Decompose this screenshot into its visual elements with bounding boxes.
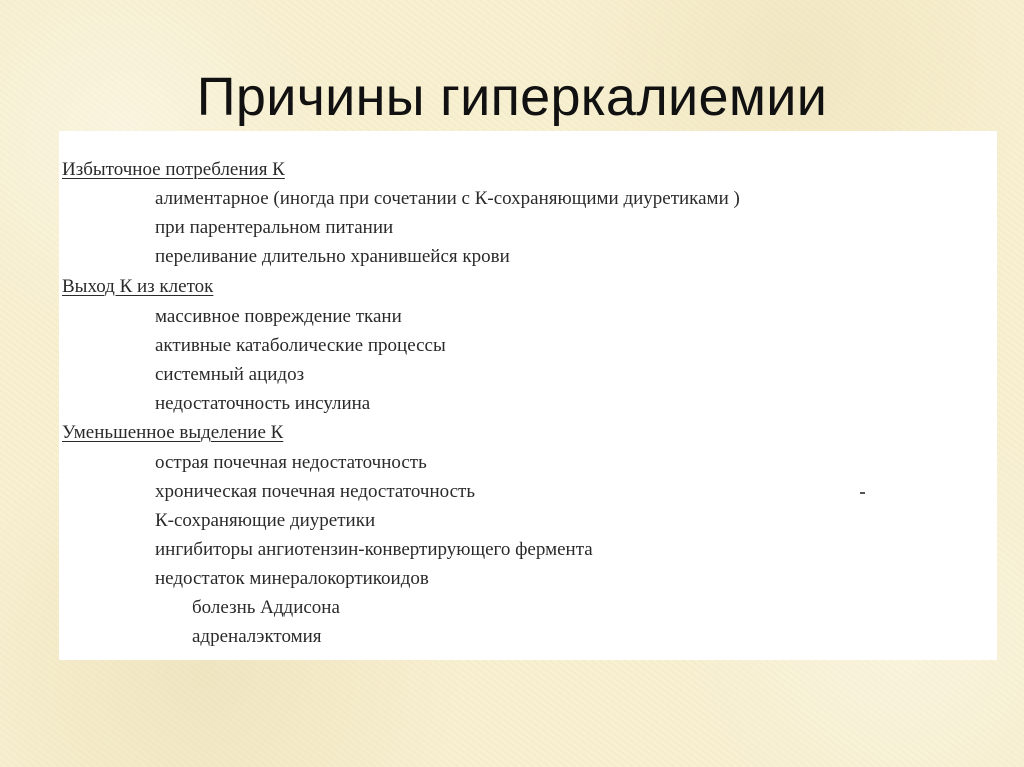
list-item: алиментарное (иногда при сочетании с К-сохраняющими диуретиками ) xyxy=(155,188,740,209)
list-subitem: адреналэктомия xyxy=(192,626,322,647)
list-item: хроническая почечная недостаточность xyxy=(155,481,475,502)
list-item: системный ацидоз xyxy=(155,364,305,385)
document-panel xyxy=(59,131,997,660)
list-item: К-сохраняющие диуретики xyxy=(155,510,376,531)
list-item: активные катаболические процессы xyxy=(155,335,446,356)
section-heading-excess-intake: Избыточное потребления К xyxy=(62,159,285,180)
scan-speck xyxy=(860,492,865,494)
section-heading-reduced-excretion: Уменьшенное выделение К xyxy=(62,422,284,443)
list-item: ингибиторы ангиотензин-конвертирующего фермента xyxy=(155,539,593,560)
list-item: острая почечная недостаточность xyxy=(155,452,427,473)
list-item: недостаточность инсулина xyxy=(155,393,371,414)
list-item: переливание длительно хранившейся крови xyxy=(155,246,510,267)
list-item: недостаток минералокортикоидов xyxy=(155,568,429,589)
list-item: массивное повреждение ткани xyxy=(155,306,402,327)
list-item: при парентеральном питании xyxy=(155,217,394,238)
list-subitem: болезнь Аддисона xyxy=(192,597,340,618)
section-heading-cell-shift: Выход К из клеток xyxy=(62,276,214,297)
slide-title: Причины гиперкалиемии xyxy=(196,67,828,127)
